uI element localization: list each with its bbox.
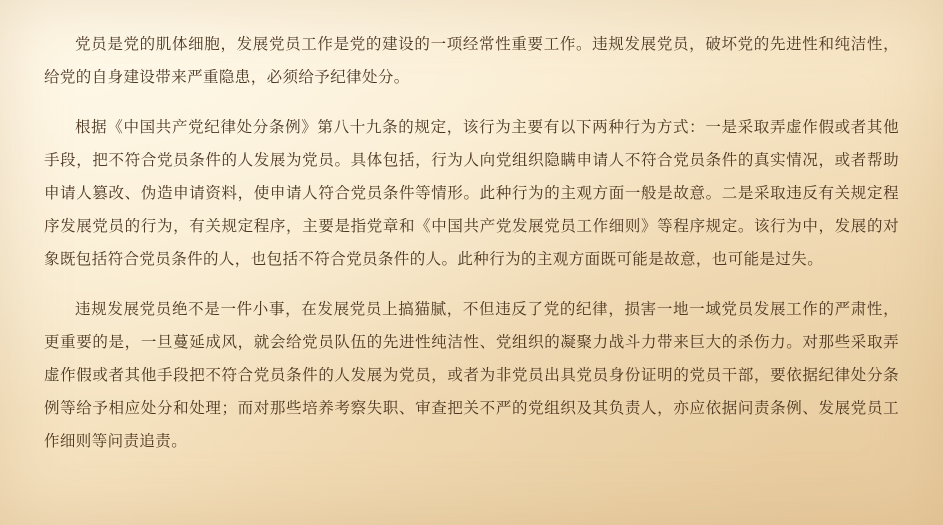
paragraph-1: 党员是党的肌体细胞，发展党员工作是党的建设的一项经常性重要工作。违规发展党员，破坏党的先进性和纯洁性，给党的自身建设带来严重隐患，必须给予纪律处分。 bbox=[44, 36, 899, 86]
paragraph-3: 违规发展党员绝不是一件小事，在发展党员上搞猫腻，不但违反了党的纪律，损害一地一域党员发展工作的严肃性，更重要的是，一旦蔓延成风，就会给党员队伍的先进性纯洁性、党组织的凝聚力战斗力带来巨大的杀伤力。对那些采取弄虚作假或者其他手段把不符合党员条件的人发展为党员，或者为非党员出具党员身份证明的党员干部，要依据纪律处分条例等给予相应处分和处理；而对那些培养考察失职、审查把关不严的党组织及其负责人，亦应依据问责条例、发展党员工作细则等问责追责。 bbox=[44, 301, 899, 450]
paragraph-2: 根据《中国共产党纪律处分条例》第八十九条的规定，该行为主要有以下两种行为方式：一是采取弄虚作假或者其他手段，把不符合党员条件的人发展为党员。具体包括，行为人向党组织隐瞒申请人不符合党员条件的真实情况，或者帮助申请人篡改、伪造申请资料，使申请人符合党员条件等情形。此种行为的主观方面一般是故意。二是采取违反有关规定程序发展党员的行为，有关规定程序，主要是指党章和《中国共产党发展党员工作细则》等程序规定。该行为中，发展的对象既包括符合党员条件的人，也包括不符合党员条件的人。此种行为的主观方面既可能是故意，也可能是过失。 bbox=[44, 119, 899, 268]
